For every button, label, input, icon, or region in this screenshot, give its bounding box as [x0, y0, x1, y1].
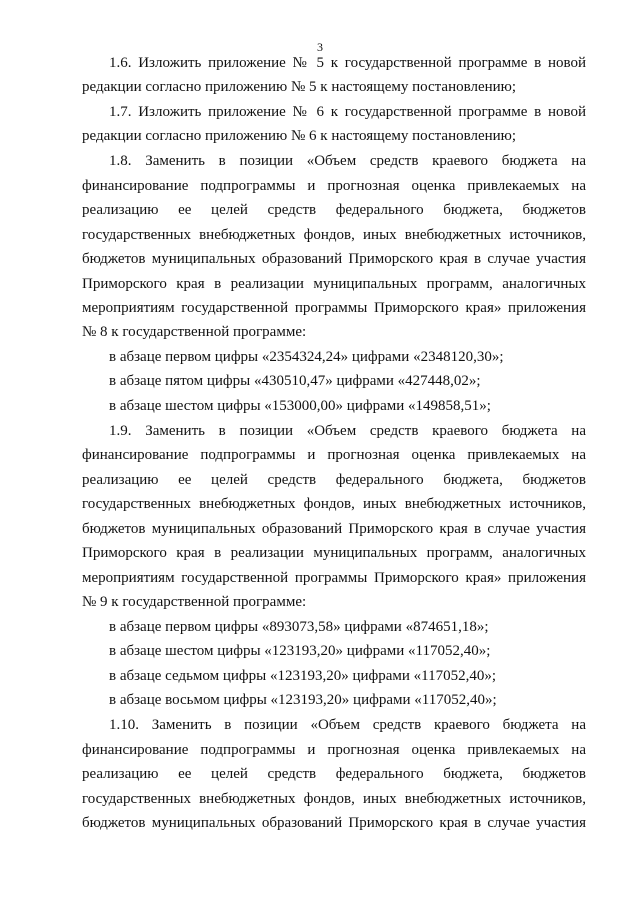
paragraph-1-8-line-8: № 8 к государственной программе:: [82, 324, 307, 340]
amendment-line: в абзаце восьмом цифры «123193,20» цифрами «117052,40»;: [109, 692, 497, 708]
paragraph-1-10-line-1: 1.10. Заменить в позиции «Объем средств краевого бюджета на: [109, 717, 586, 733]
paragraph-1-9-line-8: № 9 к государственной программе:: [82, 594, 307, 610]
amendment-line: в абзаце пятом цифры «430510,47» цифрами «427448,02»;: [109, 373, 481, 389]
amendment-line: в абзаце шестом цифры «123193,20» цифрами «117052,40»;: [109, 643, 491, 659]
paragraph-1-8-line-1: 1.8. Заменить в позиции «Объем средств краевого бюджета на: [109, 153, 586, 169]
paragraph-1-8-line-7: мероприятиям государственной программы Приморского края» приложения: [82, 300, 586, 316]
paragraph-1-7-line-2: редакции согласно приложению № 6 к настоящему постановлению;: [82, 128, 517, 144]
paragraph-1-10-line-3: реализацию ее целей средств федерального бюджета, бюджетов: [82, 766, 586, 782]
paragraph-1-8-line-3: реализацию ее целей средств федерального бюджета, бюджетов: [82, 202, 586, 218]
paragraph-1-8-line-2: финансирование подпрограммы и прогнозная оценка привлекаемых на: [82, 178, 586, 194]
paragraph-1-9-line-2: финансирование подпрограммы и прогнозная оценка привлекаемых на: [82, 447, 586, 463]
amendment-line: в абзаце шестом цифры «153000,00» цифрами «149858,51»;: [109, 398, 491, 414]
paragraph-1-9-line-1: 1.9. Заменить в позиции «Объем средств краевого бюджета на: [109, 423, 586, 439]
paragraph-1-9-line-3: реализацию ее целей средств федерального бюджета, бюджетов: [82, 472, 586, 488]
amendment-line: в абзаце первом цифры «2354324,24» цифрами «2348120,30»;: [109, 349, 504, 365]
paragraph-1-10-line-2: финансирование подпрограммы и прогнозная оценка привлекаемых на: [82, 742, 586, 758]
paragraph-1-9-line-7: мероприятиям государственной программы Приморского края» приложения: [82, 570, 586, 586]
paragraph-1-8-line-4: государственных внебюджетных фондов, иных внебюджетных источников,: [82, 227, 586, 243]
amendment-line: в абзаце первом цифры «893073,58» цифрами «874651,18»;: [109, 619, 489, 635]
paragraph-1-10-line-4: государственных внебюджетных фондов, иных внебюджетных источников,: [82, 791, 586, 807]
paragraph-1-7-line-1: 1.7. Изложить приложение № 6 к государственной программе в новой: [109, 104, 586, 120]
paragraph-1-6-line-1: 1.6. Изложить приложение № 5 к государственной программе в новой: [109, 55, 586, 71]
paragraph-1-9-line-4: государственных внебюджетных фондов, иных внебюджетных источников,: [82, 496, 586, 512]
paragraph-1-10-line-5: бюджетов муниципальных образований Приморского края в случае участия: [82, 815, 586, 831]
paragraph-1-8-line-6: Приморского края в реализации муниципальных программ, аналогичных: [82, 276, 586, 292]
paragraph-1-9-line-6: Приморского края в реализации муниципальных программ, аналогичных: [82, 545, 586, 561]
paragraph-1-6-line-2: редакции согласно приложению № 5 к настоящему постановлению;: [82, 79, 517, 95]
paragraph-1-8-line-5: бюджетов муниципальных образований Приморского края в случае участия: [82, 251, 586, 267]
paragraph-1-9-line-5: бюджетов муниципальных образований Приморского края в случае участия: [82, 521, 586, 537]
page-number: 3: [317, 40, 323, 54]
amendment-line: в абзаце седьмом цифры «123193,20» цифрами «117052,40»;: [109, 668, 497, 684]
